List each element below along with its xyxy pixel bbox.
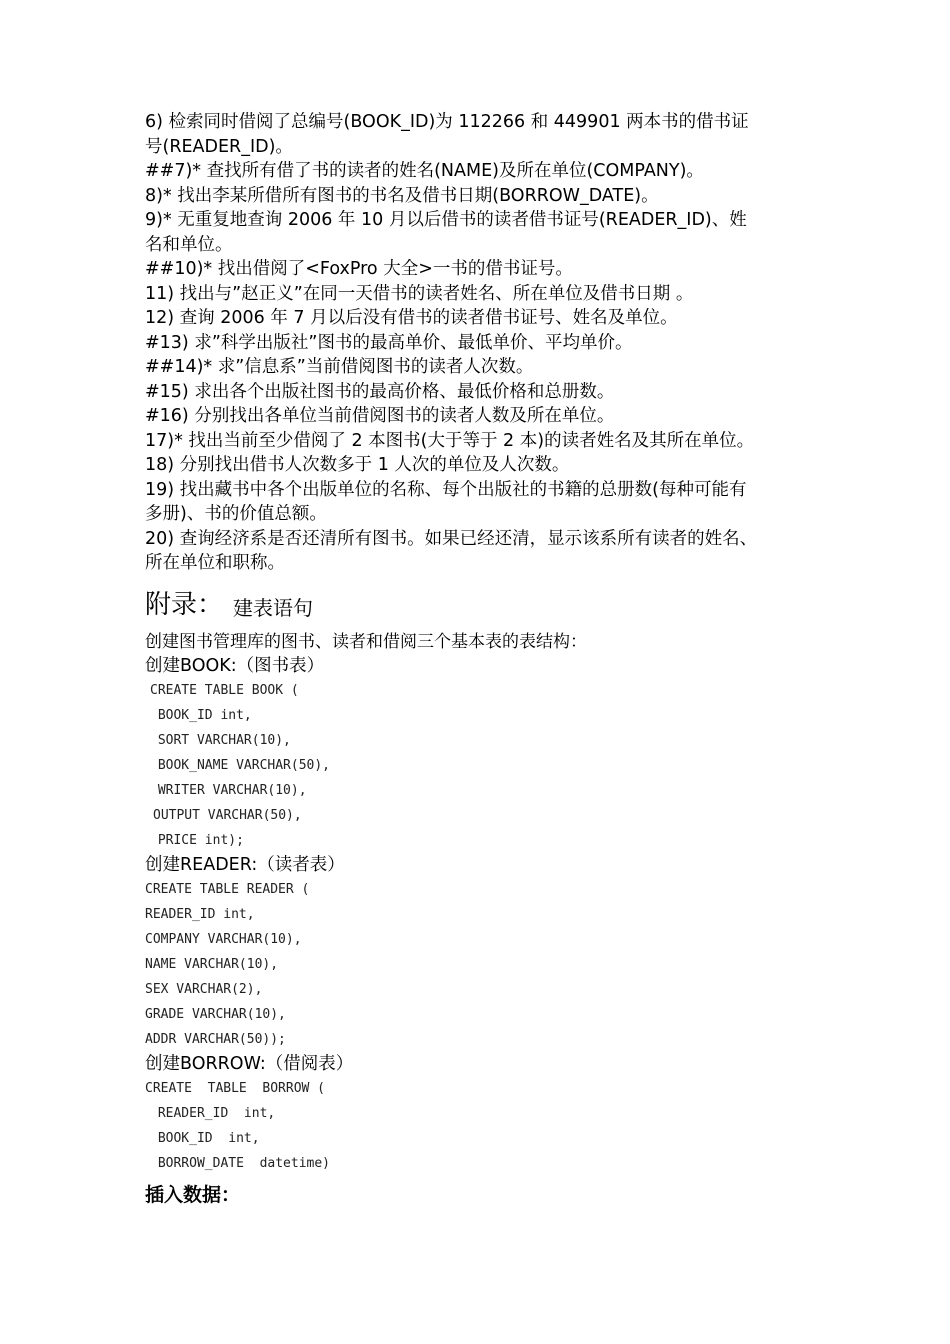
code-line: CREATE TABLE BORROW ( [145, 1080, 326, 1096]
document-page [145, 110, 810, 1207]
question-line: 17)* 找出当前至少借阅了 2 本图书(大于等于 2 本)的读者姓名及其所在单位。 [145, 430, 755, 451]
code-line: BOOK_ID int, [150, 707, 252, 723]
insert-data-heading: 插入数据： [145, 1183, 241, 1206]
question-line: 8)* 找出李某所借所有图书的书名及借书日期(BORROW_DATE)。 [145, 185, 659, 206]
question-line: ##10)* 找出借阅了<FoxPro 大全>一书的借书证号。 [145, 259, 573, 279]
appendix-intro: 创建图书管理库的图书、读者和借阅三个基本表的表结构： [145, 631, 587, 652]
question-line: 12) 查询 2006 年 7 月以后没有借书的读者借书证号、姓名及单位。 [145, 308, 678, 328]
question-line: ##7)* 查找所有借了书的读者的姓名(NAME)及所在单位(COMPANY)。 [145, 161, 704, 181]
code-line: PRICE int); [150, 832, 244, 848]
code-line: CREATE TABLE BOOK ( [150, 682, 299, 698]
borrow-create-code [145, 1076, 810, 1176]
question-line: ##14)* 求”信息系”当前借阅图书的读者人次数。 [145, 357, 534, 377]
code-line: READER_ID int, [150, 1105, 276, 1121]
question-line: 19) 找出藏书中各个出版单位的名称、每个出版社的书籍的总册数(每种可能有 [145, 479, 747, 500]
code-line: ADDR VARCHAR(50)); [145, 1031, 286, 1047]
appendix-subtitle: 建表语句 [233, 595, 313, 620]
reader-create-code [145, 877, 810, 1052]
code-line: READER_ID int, [145, 906, 255, 922]
code-line: SEX VARCHAR(2), [145, 981, 263, 997]
question-line: 20) 查询经济系是否还清所有图书。如果已经还清，显示该系所有读者的姓名、 [145, 528, 758, 549]
question-line: 多册)、书的价值总额。 [145, 504, 327, 524]
question-line: 号(READER_ID)。 [145, 136, 293, 157]
question-line: #15) 求出各个出版社图书的最高价格、最低价格和总册数。 [145, 381, 615, 402]
reader-table-heading: 创建READER:（读者表） [145, 854, 345, 875]
question-line: 6) 检索同时借阅了总编号(BOOK_ID)为 112266 和 449901 两本书的借书证 [145, 112, 749, 132]
question-line: 9)* 无重复地查询 2006 年 10 月以后借书的读者借书证号(READER_ID)、姓 [145, 210, 747, 230]
book-table-heading: 创建BOOK:（图书表） [145, 655, 325, 676]
question-list [145, 110, 810, 576]
borrow-table-heading: 创建BORROW:（借阅表） [145, 1053, 354, 1074]
question-line: #13) 求”科学出版社”图书的最高单价、最低单价、平均单价。 [145, 332, 633, 353]
code-line: COMPANY VARCHAR(10), [145, 931, 302, 947]
question-line: 所在单位和职称。 [145, 553, 285, 573]
code-line: OUTPUT VARCHAR(50), [153, 807, 302, 823]
code-line: BOOK_ID int, [150, 1130, 260, 1146]
code-line: BORROW_DATE datetime) [150, 1155, 331, 1171]
code-line: GRADE VARCHAR(10), [145, 1006, 286, 1022]
appendix-heading [145, 582, 810, 620]
code-line: NAME VARCHAR(10), [145, 956, 279, 972]
appendix-title: 附录： [145, 589, 224, 620]
question-line: 11) 找出与”赵正义”在同一天借书的读者姓名、所在单位及借书日期 。 [145, 283, 694, 304]
question-line: 18) 分别找出借书人次数多于 1 人次的单位及人次数。 [145, 455, 570, 475]
question-line: #16) 分别找出各单位当前借阅图书的读者人数及所在单位。 [145, 406, 615, 426]
code-line: BOOK_NAME VARCHAR(50), [150, 757, 331, 773]
code-line: CREATE TABLE READER ( [145, 881, 310, 897]
code-line: SORT VARCHAR(10), [150, 732, 291, 748]
question-line: 名和单位。 [145, 234, 233, 255]
book-create-code [145, 678, 810, 853]
code-line: WRITER VARCHAR(10), [150, 782, 307, 798]
